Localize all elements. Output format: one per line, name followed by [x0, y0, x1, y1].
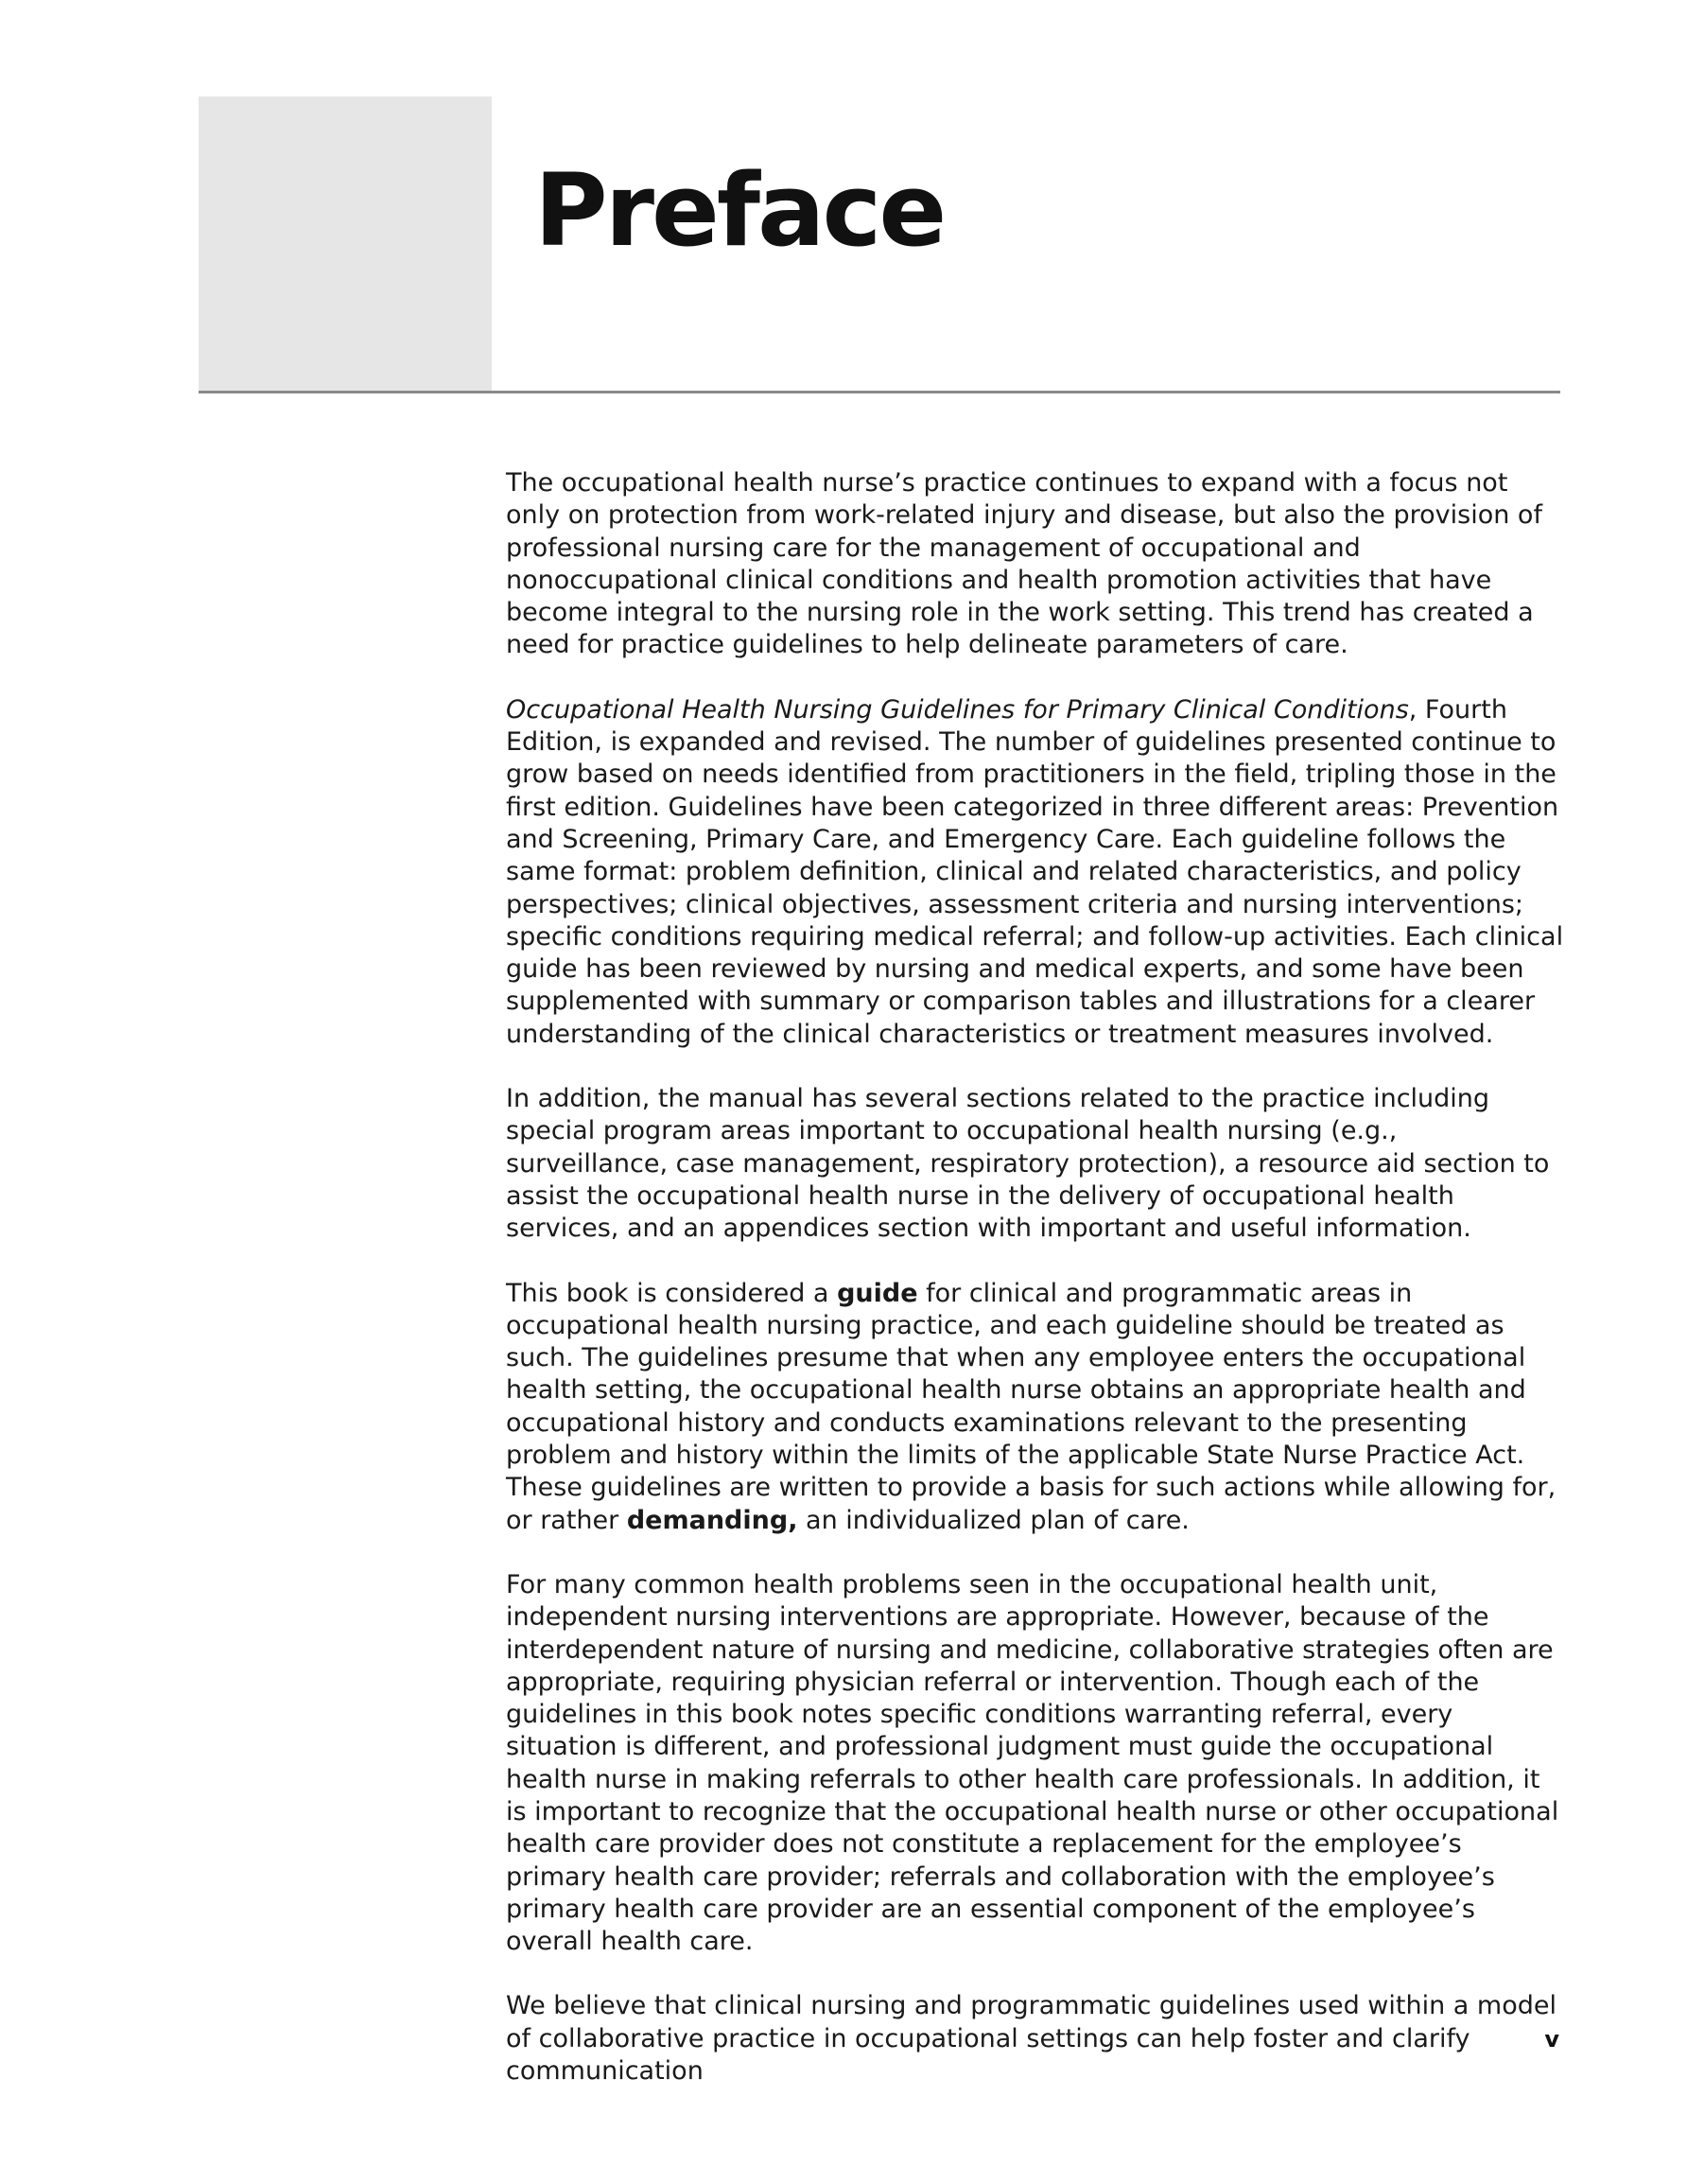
paragraph-4-text-c: an individualized plan of care.	[797, 1505, 1190, 1535]
paragraph-5: For many common health problems seen in the occupational health unit, independent nursing interventions are appropriate. However, because of the interdependent nature of nursing and medicine, collaborative strategies often are appropriate, requiring physician referral or intervention. Though each of the guidelines in this book notes specific conditions warranting referral, every situation is different, and professional judgment must guide the occupational health nurse in making referrals to other health care professionals. In addition, it is important to recognize that the occupational health nurse or other occupational health care provider does not constitute a replacement for the employee’s primary health care provider; referrals and collaboration with the employee’s primary health care provider are an essential component of the employee’s overall health care.	[506, 1569, 1559, 1957]
title-background-block	[199, 96, 492, 392]
paragraph-2-text: , Fourth Edition, is expanded and revised. The number of guidelines presented continue to grow based on needs identified from practitioners in the field, tripling those in the first edition. Guidelines have been categorized in three different areas: Prevention and Screening, Primary Care, and Emergency Care. Each guideline follows the same format: problem definition, clinical and related characteristics, and policy perspectives; clinical objectives, assessment criteria and nursing interventions; specific conditions requiring medical referral; and follow-up activities. Each clinical guide has been reviewed by nursing and medical experts, and some have been supplemented with summary or comparison tables and illustrations for a clearer understanding of the clinical characteristics or treatment measures involved.	[506, 694, 1564, 1049]
paragraph-4	[506, 1278, 1565, 1537]
paragraph-4-text-a: This book is considered a	[506, 1278, 838, 1308]
emphasis-guide: guide	[837, 1278, 918, 1308]
emphasis-demanding: demanding,	[626, 1505, 798, 1535]
paragraph-6: We believe that clinical nursing and programmatic guidelines used within a model of collaborative practice in occupational settings can help foster and clarify communication	[506, 1991, 1557, 2087]
header-divider	[199, 391, 1560, 393]
paragraph-4-text-b: for clinical and programmatic areas in occupational health nursing practice, and each guideline should be treated as such. The guidelines presume that when any employee enters the occupational health setting, the occupational health nurse obtains an appropriate health and occupational history and conducts examinations relevant to the presenting problem and history within the limits of the applicable State Nurse Practice Act. These guidelines are written to provide a basis for such actions while allowing for, or rather	[506, 1278, 1557, 1535]
page-number: v	[1544, 2026, 1559, 2053]
paragraph-1: The occupational health nurse’s practice continues to expand with a focus not only on protection from work-related injury and disease, but also the provision of professional nursing care for the management of occupational and nonoccupational clinical conditions and health promotion activities that have become integral to the nursing role in the work setting. This trend has created a need for practice guidelines to help delineate parameters of care.	[506, 468, 1542, 660]
page-title: Preface	[534, 152, 945, 269]
paragraph-3: In addition, the manual has several sections related to the practice including special program areas important to occupational health nursing (e.g., surveillance, case management, respiratory protection), a resource aid section to assist the occupational health nurse in the delivery of occupational health services, and an appendices section with important and useful information.	[506, 1084, 1550, 1244]
book-title-italic: Occupational Health Nursing Guidelines for Primary Clinical Conditions	[506, 694, 1409, 725]
preface-body	[506, 467, 1565, 2088]
paragraph-2	[506, 694, 1565, 1051]
